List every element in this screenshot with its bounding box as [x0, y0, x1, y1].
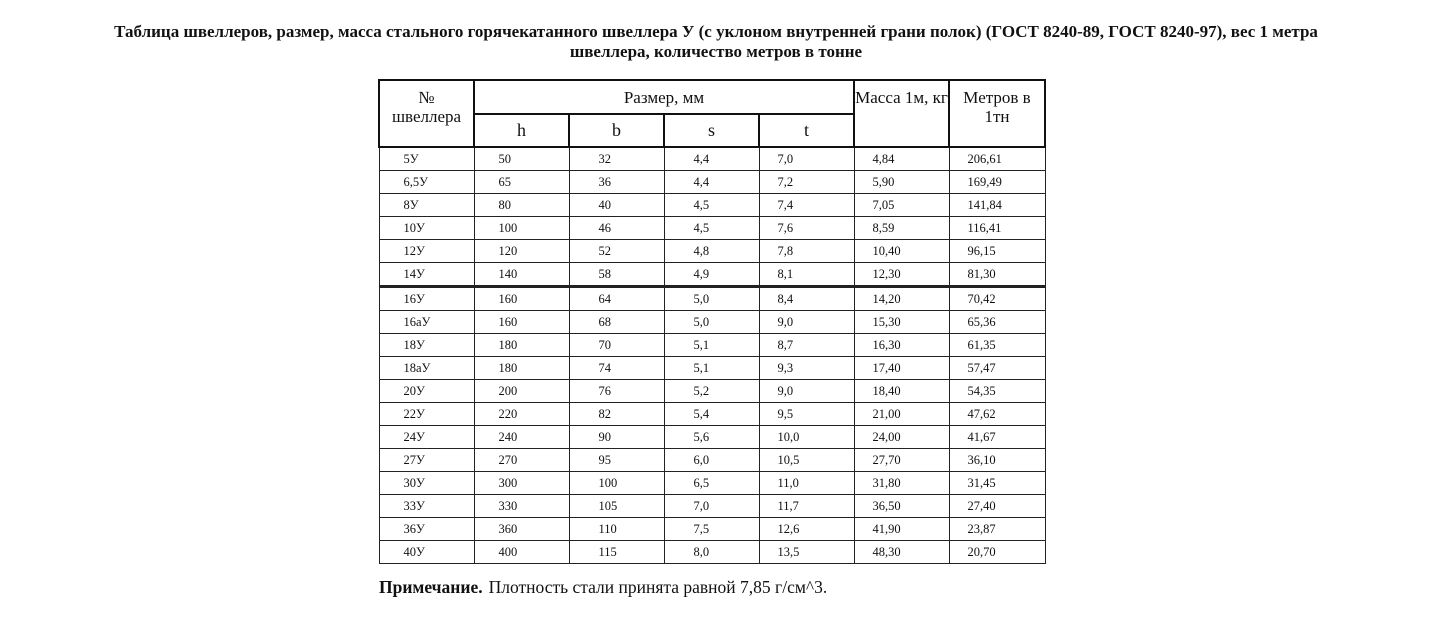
cell-b: 64: [569, 287, 664, 311]
table-row: [379, 472, 1045, 495]
table-row: [379, 518, 1045, 541]
cell-t: 7,4: [759, 194, 854, 217]
table-row: [379, 541, 1045, 564]
cell-h: 160: [474, 287, 569, 311]
table-row: [379, 334, 1045, 357]
cell-mass: 15,30: [854, 311, 949, 334]
cell-meters: 23,87: [949, 518, 1045, 541]
cell-meters: 65,36: [949, 311, 1045, 334]
cell-meters: 47,62: [949, 403, 1045, 426]
cell-s: 7,5: [664, 518, 759, 541]
cell-mass: 18,40: [854, 380, 949, 403]
cell-t: 12,6: [759, 518, 854, 541]
cell-t: 10,5: [759, 449, 854, 472]
cell-s: 6,5: [664, 472, 759, 495]
header-number: № швеллера: [379, 80, 474, 147]
cell-h: 220: [474, 403, 569, 426]
cell-s: 4,5: [664, 217, 759, 240]
page-title: [0, 22, 1432, 62]
cell-no: 16аУ: [379, 311, 474, 334]
cell-meters: 54,35: [949, 380, 1045, 403]
table-row: [379, 194, 1045, 217]
cell-no: 22У: [379, 403, 474, 426]
cell-s: 4,8: [664, 240, 759, 263]
cell-meters: 70,42: [949, 287, 1045, 311]
cell-h: 180: [474, 334, 569, 357]
cell-mass: 21,00: [854, 403, 949, 426]
cell-meters: 206,61: [949, 147, 1045, 171]
cell-no: 10У: [379, 217, 474, 240]
cell-h: 140: [474, 263, 569, 287]
cell-mass: 36,50: [854, 495, 949, 518]
cell-t: 11,0: [759, 472, 854, 495]
header-size-group: Размер, мм: [474, 80, 854, 114]
cell-no: 18аУ: [379, 357, 474, 380]
cell-meters: 20,70: [949, 541, 1045, 564]
cell-mass: 12,30: [854, 263, 949, 287]
cell-no: 27У: [379, 449, 474, 472]
cell-no: 6,5У: [379, 171, 474, 194]
cell-meters: 36,10: [949, 449, 1045, 472]
cell-meters: 31,45: [949, 472, 1045, 495]
cell-b: 46: [569, 217, 664, 240]
cell-b: 95: [569, 449, 664, 472]
table-row: [379, 263, 1045, 287]
table-row: [379, 171, 1045, 194]
cell-mass: 27,70: [854, 449, 949, 472]
cell-h: 100: [474, 217, 569, 240]
cell-mass: 14,20: [854, 287, 949, 311]
cell-s: 5,1: [664, 334, 759, 357]
table-row: [379, 357, 1045, 380]
header-t: t: [759, 114, 854, 147]
cell-meters: 27,40: [949, 495, 1045, 518]
cell-b: 115: [569, 541, 664, 564]
table-row: [379, 147, 1045, 171]
cell-t: 9,0: [759, 380, 854, 403]
table-row: [379, 380, 1045, 403]
cell-meters: 81,30: [949, 263, 1045, 287]
cell-h: 80: [474, 194, 569, 217]
table-row: [379, 311, 1045, 334]
cell-no: 5У: [379, 147, 474, 171]
cell-s: 5,6: [664, 426, 759, 449]
cell-mass: 31,80: [854, 472, 949, 495]
cell-mass: 17,40: [854, 357, 949, 380]
cell-mass: 5,90: [854, 171, 949, 194]
cell-mass: 24,00: [854, 426, 949, 449]
cell-meters: 169,49: [949, 171, 1045, 194]
cell-t: 13,5: [759, 541, 854, 564]
cell-t: 8,1: [759, 263, 854, 287]
cell-s: 5,0: [664, 311, 759, 334]
cell-b: 100: [569, 472, 664, 495]
cell-b: 40: [569, 194, 664, 217]
cell-s: 5,2: [664, 380, 759, 403]
cell-t: 7,8: [759, 240, 854, 263]
cell-b: 105: [569, 495, 664, 518]
cell-no: 20У: [379, 380, 474, 403]
cell-s: 5,4: [664, 403, 759, 426]
cell-s: 4,4: [664, 147, 759, 171]
cell-b: 110: [569, 518, 664, 541]
table-row: [379, 449, 1045, 472]
cell-no: 36У: [379, 518, 474, 541]
cell-meters: 61,35: [949, 334, 1045, 357]
cell-b: 68: [569, 311, 664, 334]
cell-h: 200: [474, 380, 569, 403]
cell-h: 270: [474, 449, 569, 472]
footnote: [379, 577, 827, 598]
cell-no: 24У: [379, 426, 474, 449]
cell-meters: 57,47: [949, 357, 1045, 380]
table-row: [379, 403, 1045, 426]
title-line-1: Таблица швеллеров, размер, масса стального горячекатанного швеллера У (с уклоном внутренней грани полок) (ГОСТ 8240-89, ГОСТ 8240-97), вес 1 метра: [114, 22, 1318, 41]
cell-s: 7,0: [664, 495, 759, 518]
table-body: [379, 147, 1045, 564]
cell-t: 8,4: [759, 287, 854, 311]
cell-meters: 116,41: [949, 217, 1045, 240]
cell-b: 74: [569, 357, 664, 380]
cell-meters: 96,15: [949, 240, 1045, 263]
cell-b: 36: [569, 171, 664, 194]
cell-no: 40У: [379, 541, 474, 564]
cell-t: 7,2: [759, 171, 854, 194]
cell-s: 6,0: [664, 449, 759, 472]
cell-s: 5,1: [664, 357, 759, 380]
cell-b: 90: [569, 426, 664, 449]
channel-table: [378, 79, 1046, 564]
cell-no: 30У: [379, 472, 474, 495]
cell-s: 4,4: [664, 171, 759, 194]
cell-meters: 141,84: [949, 194, 1045, 217]
cell-h: 360: [474, 518, 569, 541]
cell-meters: 41,67: [949, 426, 1045, 449]
cell-mass: 8,59: [854, 217, 949, 240]
footnote-label: Примечание.: [379, 577, 483, 597]
cell-b: 32: [569, 147, 664, 171]
cell-s: 5,0: [664, 287, 759, 311]
cell-t: 7,6: [759, 217, 854, 240]
cell-b: 76: [569, 380, 664, 403]
cell-h: 50: [474, 147, 569, 171]
cell-no: 14У: [379, 263, 474, 287]
cell-h: 180: [474, 357, 569, 380]
cell-b: 52: [569, 240, 664, 263]
cell-t: 11,7: [759, 495, 854, 518]
footnote-text: Плотность стали принята равной 7,85 г/см^3.: [488, 577, 828, 597]
cell-t: 7,0: [759, 147, 854, 171]
cell-mass: 4,84: [854, 147, 949, 171]
header-h: h: [474, 114, 569, 147]
cell-h: 240: [474, 426, 569, 449]
cell-h: 400: [474, 541, 569, 564]
title-line-2: швеллера, количество метров в тонне: [569, 42, 863, 61]
cell-s: 4,9: [664, 263, 759, 287]
cell-h: 330: [474, 495, 569, 518]
cell-no: 8У: [379, 194, 474, 217]
cell-no: 18У: [379, 334, 474, 357]
cell-no: 12У: [379, 240, 474, 263]
cell-mass: 41,90: [854, 518, 949, 541]
cell-s: 4,5: [664, 194, 759, 217]
cell-t: 9,3: [759, 357, 854, 380]
cell-t: 9,0: [759, 311, 854, 334]
cell-mass: 48,30: [854, 541, 949, 564]
header-s: s: [664, 114, 759, 147]
header-b: b: [569, 114, 664, 147]
cell-h: 160: [474, 311, 569, 334]
table-row: [379, 287, 1045, 311]
table-row: [379, 495, 1045, 518]
cell-mass: 16,30: [854, 334, 949, 357]
cell-b: 58: [569, 263, 664, 287]
header-meters-per-ton: Метров в 1тн: [949, 80, 1045, 147]
table-row: [379, 240, 1045, 263]
table-row: [379, 217, 1045, 240]
cell-mass: 10,40: [854, 240, 949, 263]
cell-t: 8,7: [759, 334, 854, 357]
cell-h: 65: [474, 171, 569, 194]
cell-no: 16У: [379, 287, 474, 311]
cell-t: 10,0: [759, 426, 854, 449]
cell-no: 33У: [379, 495, 474, 518]
cell-mass: 7,05: [854, 194, 949, 217]
table-row: [379, 426, 1045, 449]
cell-s: 8,0: [664, 541, 759, 564]
header-mass: Масса 1м, кг: [854, 80, 949, 147]
cell-h: 300: [474, 472, 569, 495]
cell-t: 9,5: [759, 403, 854, 426]
cell-h: 120: [474, 240, 569, 263]
cell-b: 70: [569, 334, 664, 357]
cell-b: 82: [569, 403, 664, 426]
